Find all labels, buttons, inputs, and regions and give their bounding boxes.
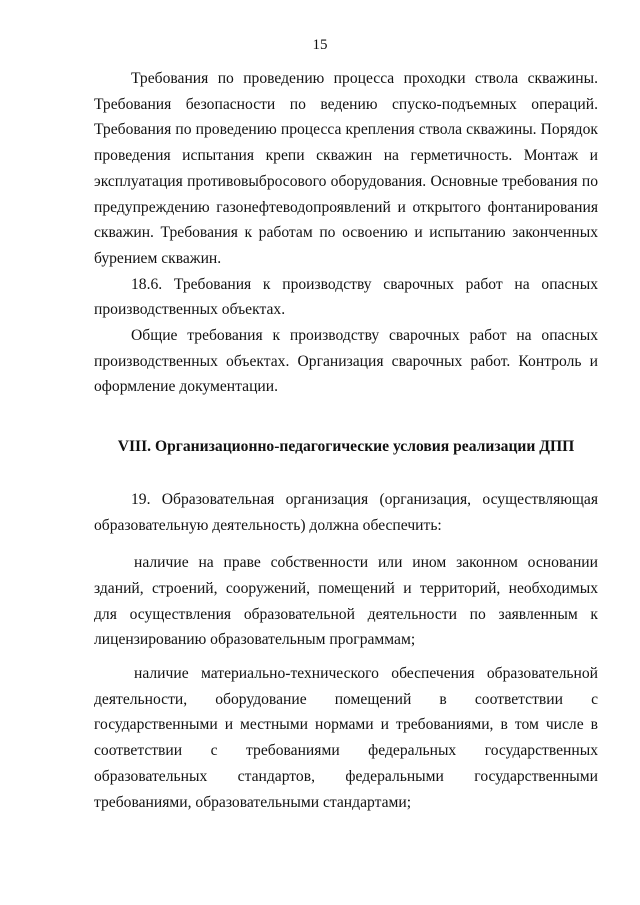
paragraph-drilling-requirements: Требования по проведению процесса проходки ствола скважины. Требования безопасности по ведению спуско-подъемных операций. Требования по проведению процесса крепления ствола скважины. Порядок проведения испытания крепи скважин на герметичность. Монтаж и эксплуатация противовыбросового оборудования. Основные требования по предупреждению газонефтеводопроявлений и открытого фонтанирования скважин. Требования к работам по освоению и испытанию законченных бурением скважин.: [94, 70, 598, 267]
paragraph-welding-general: Общие требования к производству сварочных работ на опасных производственных объектах. Организация сварочных работ. Контроль и оформление документации.: [94, 327, 598, 396]
paragraph-section-18-6: 18.6. Требования к производству сварочных работ на опасных производственных объектах.: [94, 275, 598, 319]
paragraph-item-19: 19. Образовательная организация (организация, осуществляющая образовательную деятельность) должна обеспечить:: [94, 490, 598, 534]
page-number: 15: [312, 37, 328, 53]
paragraph-ownership: наличие на праве собственности или ином законном основании зданий, строений, сооружений, помещений и территорий, необходимых для осуществления образовательной деятельности по заявленным к лицензированию образовательным программам;: [94, 554, 598, 649]
paragraph-material-support: наличие материально-технического обеспечения образовательной деятельности, оборудование помещений в соответствии с государственными и местными нормами и требованиями, в том числе в соответствии с требованиями федеральных государственных образовательных стандартов, федеральными государственными требованиями, образовательными стандартами;: [94, 665, 598, 811]
document-body: [94, 66, 598, 815]
section-heading-viii: VIII. Организационно-педагогические условия реализации ДПП: [117, 438, 575, 456]
